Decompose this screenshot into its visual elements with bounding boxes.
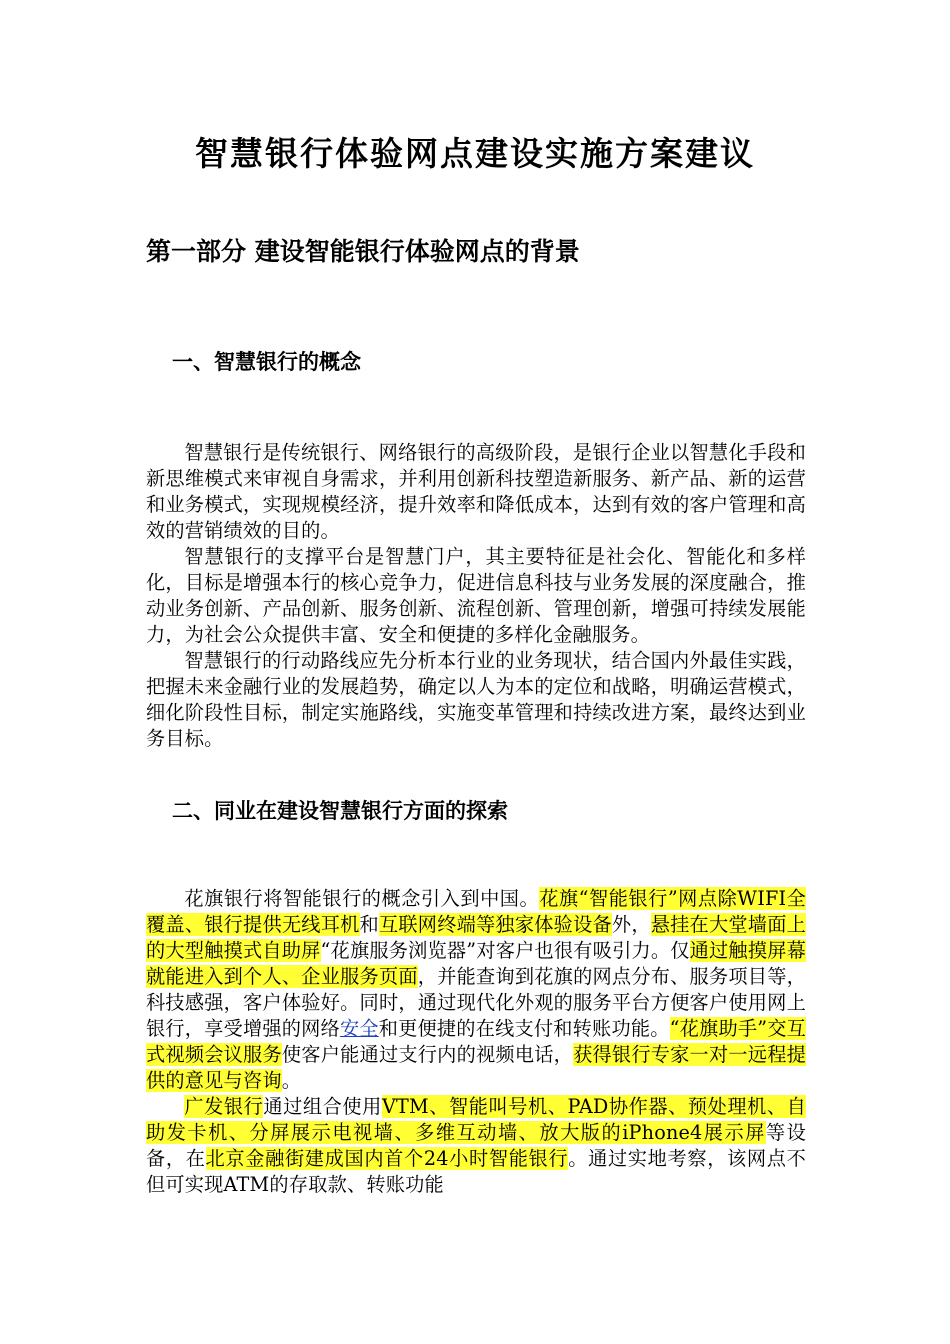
document-title: 智慧银行体验网点建设实施方案建议 [195, 134, 755, 173]
highlighted-text: VTM、智能叫号机、PAD协作器、预处理机、自助发卡机、分屏展示电视墙、多维互动墙、放大版的iPhone4展示屏 [146, 1095, 806, 1144]
text-run: 和更便捷的在线支付和转账功能。 [378, 1017, 670, 1040]
text-run: 外， [611, 913, 651, 936]
text-run: 花旗银行将智能银行的概念引入到中国。 [184, 887, 540, 910]
highlighted-text: 互联网终端等独家体验设备 [378, 913, 612, 936]
highlighted-text: 广发银行 [184, 1095, 264, 1118]
highlighted-text: 获得银行专家一对一远程提供的意见与咨询 [146, 1043, 806, 1092]
text-run: 。通过实地考察，该网点不但可实现ATM的存取款、转账功能 [146, 1147, 806, 1196]
section1-paragraph-3: 智慧银行的行动路线应先分析本行业的业务现状，结合国内外最佳实践，把握未来金融行业的发展趋势，确定以人为本的定位和战略，明确运营模式，细化阶段性目标，制定实施路线，实施变革管理和持续改进方案，最终达到业务目标。 [146, 649, 806, 750]
highlighted-text: 悬挂在大堂墙面上的大型触摸式自助屏 [146, 913, 807, 962]
highlighted-text: 北京金融街建成国内首个24小时智能银行 [205, 1147, 569, 1170]
text-run: 等设备，在 [146, 1121, 806, 1170]
section2-body [146, 886, 806, 1198]
section1-paragraph-2: 智慧银行的支撑平台是智慧门户，其主要特征是社会化、智能化和多样化，目标是增强本行的核心竞争力，促进信息科技与业务发展的深度融合，推动业务创新、产品创新、服务创新、流程创新、管理创新，增强可持续发展能力，为社会公众提供丰富、安全和便捷的多样化金融服务。 [146, 545, 806, 646]
text-run: “花旗服务浏览器”对客户也很有吸引力。仅 [320, 939, 690, 962]
text-run: 。 [281, 1069, 302, 1092]
citibank-paragraph [146, 886, 806, 1094]
cgb-paragraph [146, 1094, 806, 1198]
text-run: 通过组合使用 [263, 1095, 382, 1118]
highlighted-text: “花旗助手”交互式视频会议服务 [146, 1017, 807, 1066]
text-run: ，并能查询到花旗的网点分布、服务项目等，科技感强，客户体验好。同时，通过现代化外观的服务平台方便客户使用网上银行，享受增强的网络 [146, 965, 806, 1040]
part1-heading: 第一部分 建设智能银行体验网点的背景 [146, 237, 580, 266]
section1-paragraph-1: 智慧银行是传统银行、网络银行的高级阶段，是银行企业以智慧化手段和新思维模式来审视自身需求，并利用创新科技塑造新服务、新产品、新的运营和业务模式，实现规模经济，提升效率和降低成本，达到有效的客户管理和高效的营销绩效的目的。 [146, 441, 806, 542]
section1-heading: 一、智慧银行的概念 [172, 349, 361, 374]
text-run: 和 [359, 913, 379, 936]
text-run: 使客户能通过支行内的视频电话， [281, 1043, 574, 1066]
highlighted-text: 通过触摸屏幕就能进入到个人、企业服务页面 [146, 939, 806, 988]
security-link[interactable]: 安全 [339, 1017, 379, 1040]
highlighted-text: 花旗“智能银行”网点除WIFI全覆盖、银行提供无线耳机 [146, 887, 806, 936]
section2-heading: 二、同业在建设智慧银行方面的探索 [172, 798, 508, 823]
section1-body [146, 440, 806, 752]
